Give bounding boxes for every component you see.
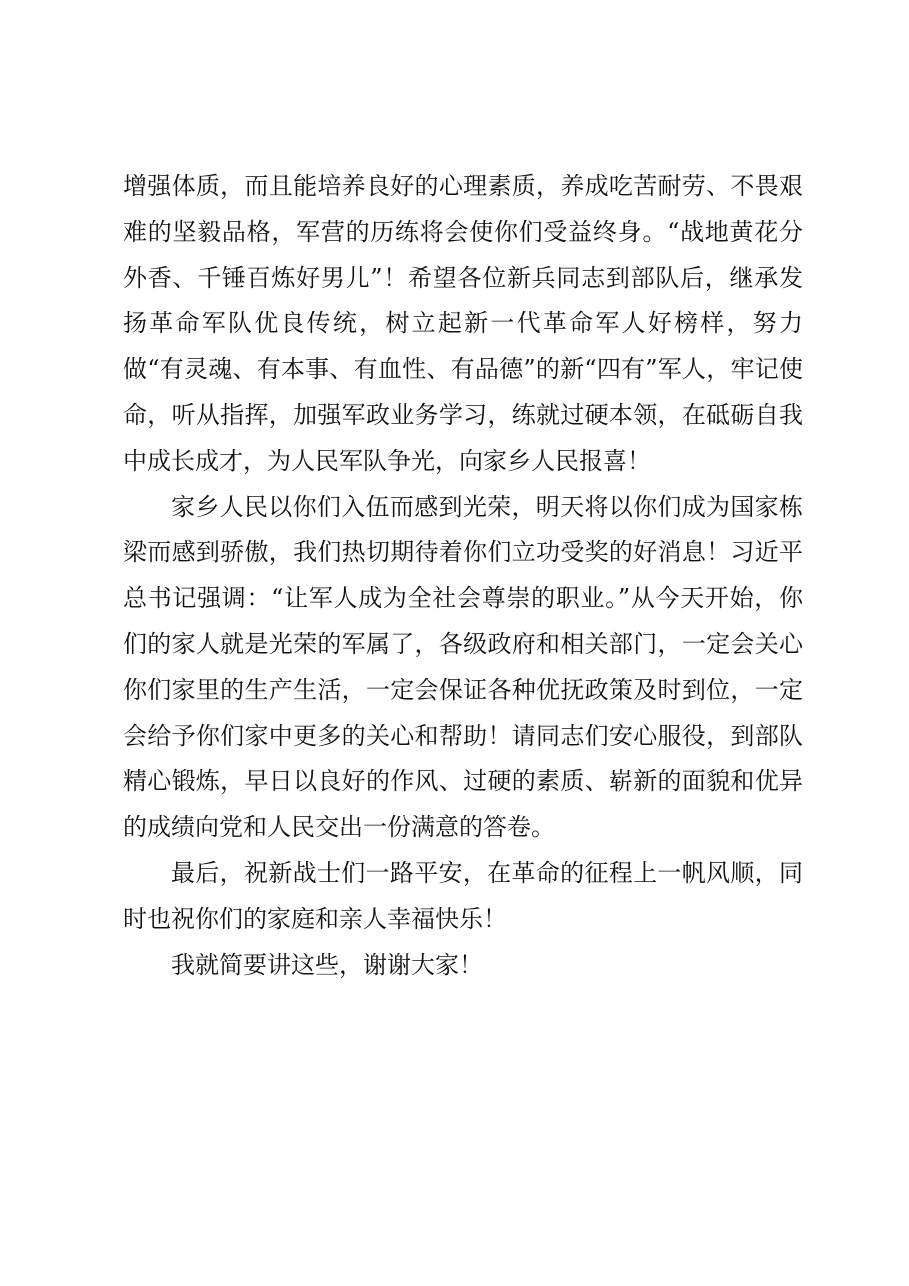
- paragraph-2: 家乡人民以你们入伍而感到光荣，明天将以你们成为国家栋梁而感到骄傲，我们热切期待着你们立功受奖的好消息！习近平总书记强调：“让军人成为全社会尊崇的职业。”从今天开始，你们的家人就是光荣的军属了，各级政府和相关部门，一定会关心你们家里的生产生活，一定会保证各种优抚政策及时到位，一定会给予你们家中更多的关心和帮助！请同志们安心服役，到部队精心锻炼，早日以良好的作风、过硬的素质、崭新的面貌和优异的成绩向党和人民交出一份满意的答卷。: [123, 492, 803, 842]
- document-body: [123, 164, 803, 988]
- paragraph-1: 增强体质，而且能培养良好的心理素质，养成吃苦耐劳、不畏艰难的坚毅品格，军营的历练将会使你们受益终身。“战地黄花分外香、千锤百炼好男儿”！希望各位新兵同志到部队后，继承发扬革命军队优良传统，树立起新一代革命军人好榜样，努力做“有灵魂、有本事、有血性、有品德”的新“四有”军人，牢记使命，听从指挥，加强军政业务学习，练就过硬本领，在砥砺自我中成长成才，为人民军队争光，向家乡人民报喜！: [123, 172, 803, 475]
- paragraph-3: 最后，祝新战士们一路平安，在革命的征程上一帆风顺，同时也祝你们的家庭和亲人幸福快乐！: [123, 858, 803, 933]
- paragraph-4: 我就简要讲这些，谢谢大家！: [171, 950, 483, 979]
